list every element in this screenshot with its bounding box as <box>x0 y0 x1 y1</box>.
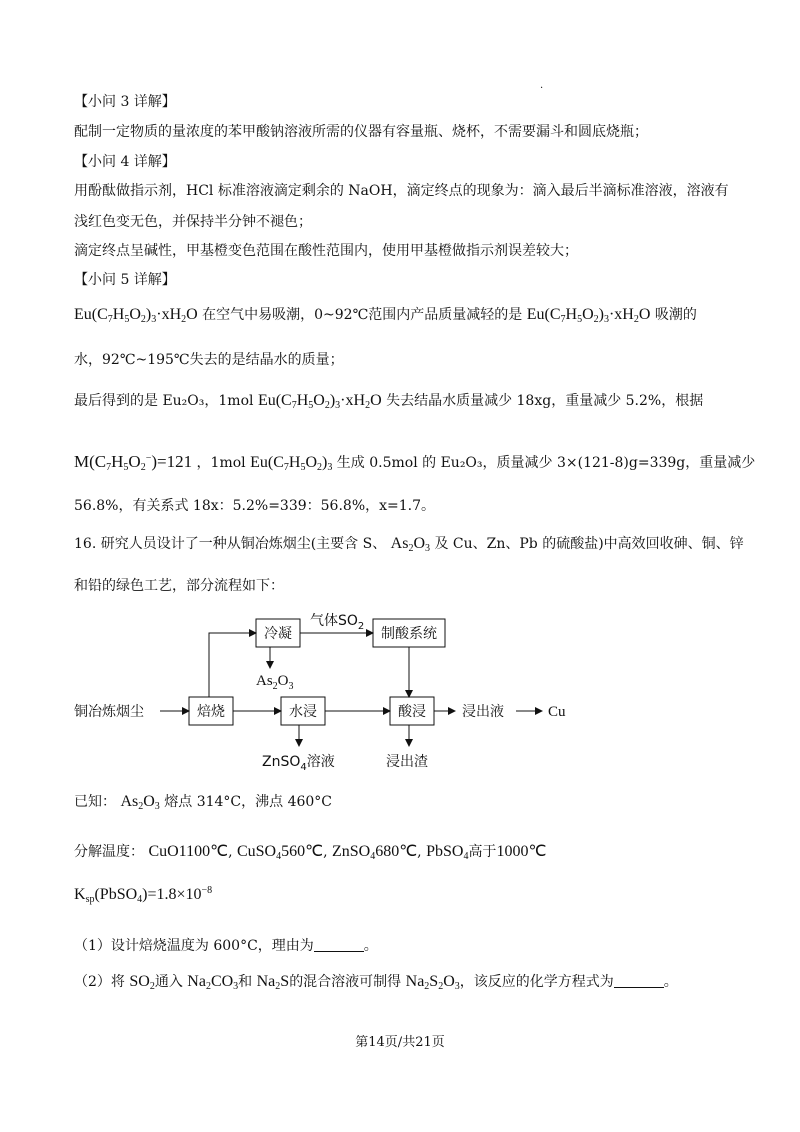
q16-start: 16. 研究人员设计了一种从铜冶炼烟尘(主要含 S、 <box>74 536 387 552</box>
stray-dot: . <box>540 80 544 91</box>
decomp-line: 分解温度： CuO1100℃, CuSO$_4$560℃, ZnSO$_4$680℃, PbSO$_4$高于1000℃ <box>74 843 547 862</box>
q5-header: 【小问 5 详解】 <box>74 272 176 288</box>
formula-eu-hydrate: $Eu(C_7H_5O_2)_3\cdot xH_2O$ <box>74 306 198 325</box>
answer-blank-1[interactable] <box>314 937 364 952</box>
label-znso4: ZnSO$_4$溶液 <box>262 754 335 773</box>
q5-p3-end: 生成 0.5mol 的 Eu₂O₃，质量减少 3×(121-8)g=339g，重量减少 <box>336 455 756 471</box>
q5-p2-start: 最后得到的是 Eu₂O₃，1mol <box>74 393 254 409</box>
formula-as2o3: $As_2O_3$ <box>390 535 431 554</box>
ksp-line <box>74 881 212 910</box>
label-as2o3: $As_2O_3$ <box>256 673 294 692</box>
formula-as2o3-known: $As_2O_3$ <box>120 793 160 812</box>
formula-ksp: $K_{sp}(PbSO_4)=1.8\times 10^{-8}$ <box>74 885 213 905</box>
q5-para2 <box>74 391 703 416</box>
label-cu: Cu <box>548 704 566 720</box>
q4-header: 【小问 4 详解】 <box>74 154 176 170</box>
q4-line2: 浅红色变无色，并保持半分钟不褪色； <box>74 214 312 230</box>
label-residue: 浸出渣 <box>386 754 428 770</box>
decomp-cuso4: CuSO$_4$560℃ <box>236 843 324 862</box>
label-acid-system: 制酸系统 <box>381 626 437 642</box>
formula-eu-hydrate-3: $Eu(C_7H_5O_2)_3\cdot xH_2O$ <box>257 392 382 411</box>
label-leachate: 浸出液 <box>462 704 504 720</box>
known-line1-end: 熔点 314°C，沸点 460°C <box>164 794 333 810</box>
decomp-znso4: ZnSO$_4$680℃ <box>331 843 418 862</box>
formula-molar-mass: $M(C_7H_5O_2^-)=121$ <box>74 452 193 473</box>
q16-end: 及 Cu、Zn、Pb 的硫酸盐)中高效回收砷、铜、锌 <box>434 536 744 552</box>
q3-header: 【小问 3 详解】 <box>74 94 176 110</box>
process-flow-diagram <box>0 600 800 780</box>
q5-p3-mid: ，1mol <box>196 455 246 471</box>
q5-p2-end: 失去结晶水质量减少 18xg，重量减少 5.2%，根据 <box>386 393 704 409</box>
formula-eu-hydrate-2: $Eu(C_7H_5O_2)_3\cdot xH_2O$ <box>526 306 651 325</box>
decomp-label: 分解温度： <box>74 844 144 860</box>
q5-p1-end: 吸潮的 <box>654 307 697 323</box>
q5-p1-mid: 在空气中易吸潮，0~92℃范围内产品质量减轻的是 <box>202 307 523 323</box>
formula-eu-anhydrous: $Eu(C_7H_5O_2)_3$ <box>250 454 333 473</box>
decomp-pbso4: PbSO$_4$ <box>426 843 469 862</box>
q5-para3 <box>74 449 755 478</box>
question-2: （2）将 $SO_2$通入 $Na_2CO_3$和 $Na_2S$的混合溶液可制得 $Na_2S_2O_3$，该反应的化学方程式为 。 <box>74 973 678 992</box>
label-gas-so2: 气体$SO_2$ <box>310 613 365 632</box>
label-roast: 焙烧 <box>197 704 225 720</box>
answer-blank-2[interactable] <box>614 973 664 988</box>
label-water-leach: 水浸 <box>289 704 317 720</box>
decomp-cuo: CuO1100℃ <box>148 843 229 860</box>
known-label: 已知： <box>74 794 116 810</box>
question-1: （1）设计焙烧温度为 600°C，理由为 。 <box>74 938 378 954</box>
q16-line1 <box>74 534 744 559</box>
q16-line2: 和铅的绿色工艺，部分流程如下： <box>74 578 284 594</box>
label-acid-leach: 酸浸 <box>398 704 426 720</box>
arrow-roast-cool <box>209 633 256 697</box>
page-footer: 第14页/共21页 <box>355 1035 445 1050</box>
q5-para4: 56.8%，有关系式 18x：5.2%=339：56.8%，x=1.7。 <box>74 498 436 514</box>
known-line1 <box>74 792 332 817</box>
q5-para1-line2: 水，92℃~195℃失去的是结晶水的质量； <box>74 352 344 368</box>
q5-para1-line1 <box>74 305 697 330</box>
q3-text: 配制一定物质的量浓度的苯甲酸钠溶液所需的仪器有容量瓶、烧杯，不需要漏斗和圆底烧瓶； <box>74 124 648 140</box>
q4-line3: 滴定终点呈碱性，甲基橙变色范围在酸性范围内，使用甲基橙做指示剂误差较大； <box>74 243 578 259</box>
label-cool: 冷凝 <box>264 626 292 642</box>
q4-line1: 用酚酞做指示剂，HCl 标准溶液滴定剩余的 NaOH，滴定终点的现象为：滴入最后半滴标准溶液，溶液有 <box>74 183 729 199</box>
label-raw: 铜冶炼烟尘 <box>74 704 144 720</box>
